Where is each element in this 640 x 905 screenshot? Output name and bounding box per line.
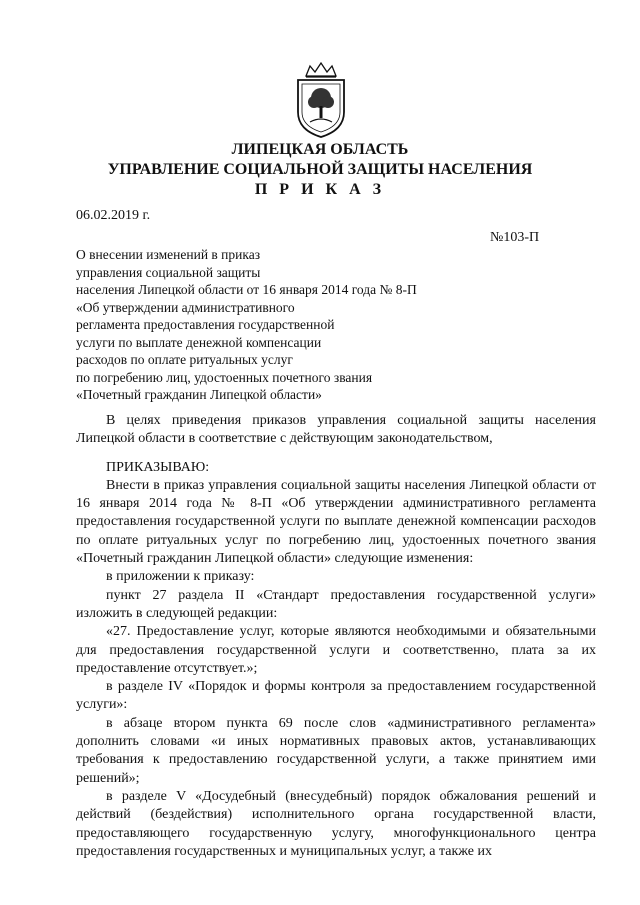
coat-of-arms-emblem bbox=[290, 60, 352, 140]
document-date: 06.02.2019 г. bbox=[76, 208, 151, 223]
document-type-title: П Р И К А З bbox=[254, 181, 386, 198]
subject-line: расходов по оплате ритуальных услуг bbox=[76, 352, 293, 367]
subject-line: «Почетный гражданин Липецкой области» bbox=[76, 387, 322, 402]
subject-line: населения Липецкой области от 16 января 2014 года № 8-П bbox=[76, 282, 417, 297]
subject-line: О внесении изменений в приказ bbox=[76, 247, 261, 262]
subject-line: по погребению лиц, удостоенных почетного звания bbox=[76, 369, 373, 385]
department-title: УПРАВЛЕНИЕ СОЦИАЛЬНОЙ ЗАЩИТЫ НАСЕЛЕНИЯ bbox=[107, 161, 533, 178]
body-paragraph: «27. Предоставление услуг, которые являются необходимыми и обязательными для предоставления государственной услуги и соответственно, плата за их предоставление отсутствует.»; bbox=[76, 624, 596, 676]
preamble-paragraph: В целях приведения приказов управления социальной защиты населения Липецкой области в соответствие с действующим законодательством, bbox=[76, 413, 596, 447]
subject-line: управления социальной защиты bbox=[76, 264, 261, 280]
body-paragraph: Внести в приказ управления социальной защиты населения Липецкой области от 16 января 2014 года № 8-П «Об утверждении административного регламента предоставления государственной услуги по выплате денежной компенсации расходов по оплате ритуальных услуг по погребению лиц, удостоенных почетного звания «Почетный гражданин Липецкой области» следующие изменения: bbox=[76, 477, 596, 567]
body-paragraph: в приложении к приказу: bbox=[106, 569, 255, 585]
body-paragraph: в разделе IV «Порядок и формы контроля за предоставлением государственной услуги»: bbox=[76, 679, 596, 713]
subject-line: регламента предоставления государственной bbox=[76, 317, 335, 332]
region-title: ЛИПЕЦКАЯ ОБЛАСТЬ bbox=[231, 141, 409, 158]
document-subject bbox=[76, 246, 417, 404]
subject-line: «Об утверждении административного bbox=[76, 299, 295, 315]
document-body bbox=[76, 412, 596, 861]
document-number: №103-П bbox=[490, 230, 540, 245]
order-heading: ПРИКАЗЫВАЮ: bbox=[106, 459, 210, 475]
document-header bbox=[0, 140, 640, 200]
body-paragraph: в разделе V «Досудебный (внесудебный) порядок обжалования решений и действий (бездействия) исполнительного органа государственной власти, предоставляющего государственную услугу, многофункционального центра предоставления государственных и муниципальных услуг, а также их bbox=[76, 788, 596, 859]
body-paragraph: в абзаце втором пункта 69 после слов «административного регламента» дополнить словами «и иных нормативных правовых актов, устанавливающих требования к предоставлению государственной услуги, а также принятием ими решений»; bbox=[76, 715, 596, 786]
body-paragraph: пункт 27 раздела II «Стандарт предоставления государственной услуги» изложить в следующей редакции: bbox=[76, 587, 596, 621]
subject-line: услуги по выплате денежной компенсации bbox=[76, 334, 322, 350]
